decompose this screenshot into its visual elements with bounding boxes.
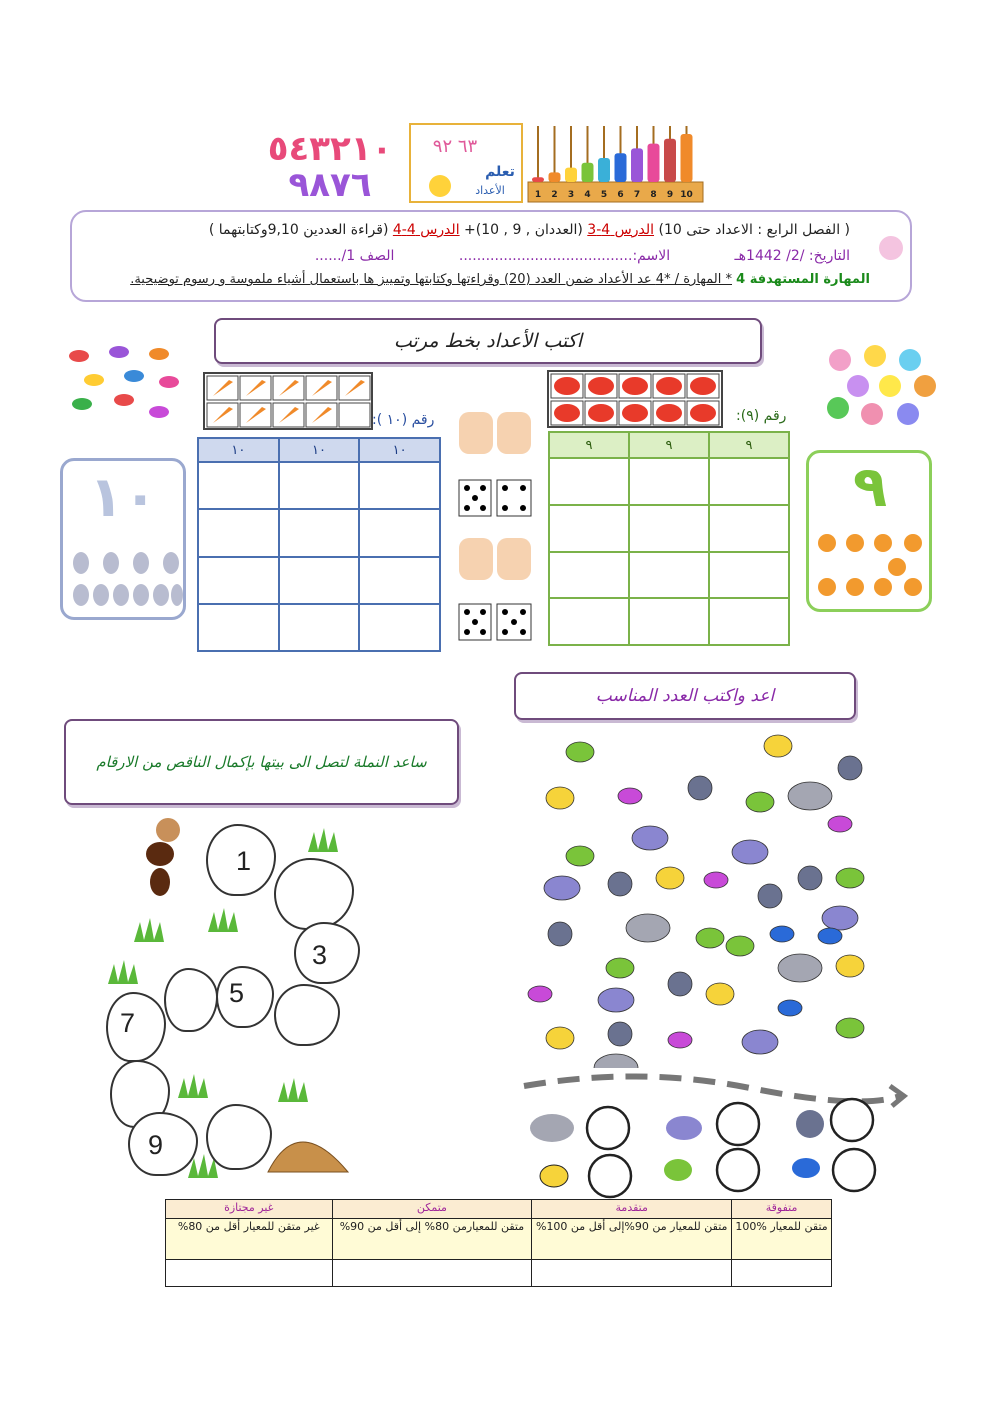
ten-fingers-icon <box>459 412 531 454</box>
bird-icon <box>668 1032 692 1048</box>
nine-header-2: ٩ <box>629 432 709 458</box>
answer-circle-hippo[interactable] <box>717 1103 759 1145</box>
writing-cell[interactable] <box>359 604 440 651</box>
number-ten-card <box>60 458 186 620</box>
writing-cell[interactable] <box>549 598 629 645</box>
section-ant-title: ساعد النملة لتصل الى بيتها بإكمال الناقص من الارقام <box>64 719 459 805</box>
writing-cell[interactable] <box>198 462 279 509</box>
star-decoration-icon <box>876 226 906 266</box>
bee-icon <box>706 983 734 1005</box>
frame-cell <box>339 403 370 427</box>
bird-icon <box>770 926 794 942</box>
fly-icon <box>688 776 712 800</box>
writing-cell[interactable] <box>279 557 360 604</box>
candies-icon <box>64 342 184 426</box>
header-line-1 <box>209 222 850 238</box>
banner-art <box>260 122 705 204</box>
writing-cell[interactable] <box>629 552 709 599</box>
writing-cell[interactable] <box>359 462 440 509</box>
writing-cell[interactable] <box>629 598 709 645</box>
bird-icon <box>528 986 552 1002</box>
elephant-icon <box>594 1054 638 1068</box>
bird-icon <box>778 1000 802 1016</box>
answer-circle-bee[interactable] <box>589 1155 631 1197</box>
nine-fingers-icon <box>459 538 531 580</box>
bee-icon <box>546 1027 574 1049</box>
abacus-beads <box>631 148 643 182</box>
hanging-digits: ٦٣ ٩٢ <box>432 136 478 157</box>
ten-header-1: ١٠ <box>198 438 279 462</box>
tomato-icon <box>622 377 648 395</box>
writing-cell[interactable] <box>709 552 789 599</box>
snail-icon <box>746 792 774 812</box>
hippo-icon <box>632 826 668 850</box>
snail-icon <box>566 846 594 866</box>
abacus-number: 1 <box>534 190 542 200</box>
writing-cell[interactable] <box>629 458 709 505</box>
stone-number-7: 7 <box>120 1008 136 1038</box>
elephant-icon <box>626 914 670 942</box>
abacus-beads <box>664 139 676 182</box>
hippo-icon <box>544 876 580 900</box>
abacus-beads <box>565 168 577 182</box>
stone-number-3: 3 <box>312 940 328 970</box>
snail-icon <box>836 1018 864 1038</box>
numbers-info: (العددان , 9 , 10)+ <box>464 222 583 238</box>
writing-cell[interactable] <box>359 557 440 604</box>
rubric-mark-cell[interactable] <box>332 1260 532 1287</box>
rubric-header-proficient: متمكن <box>332 1200 532 1219</box>
count-answers <box>520 1072 910 1202</box>
writing-cell[interactable] <box>549 552 629 599</box>
ten-writing-table <box>197 437 441 652</box>
snail-icon <box>726 936 754 956</box>
bee-icon <box>656 867 684 889</box>
writing-cell[interactable] <box>629 505 709 552</box>
abacus-number: 3 <box>567 190 575 200</box>
abacus-number: 4 <box>584 190 591 200</box>
rubric-header-advanced: متقدمة <box>532 1200 732 1219</box>
fly-icon <box>798 866 822 890</box>
tomato-ten-frame <box>547 370 723 428</box>
rubric-criteria-not-passed: غير متقن للمعيار أقل من 80% <box>166 1219 333 1260</box>
header-line-3 <box>130 272 870 287</box>
number-nine-card <box>806 450 932 612</box>
rubric-criteria-advanced: متقن للمعيار من 90%إلى أقل من 100% <box>532 1219 732 1260</box>
fly-icon <box>668 972 692 996</box>
rubric-mark-cell[interactable] <box>532 1260 732 1287</box>
writing-cell[interactable] <box>549 505 629 552</box>
learn-word: تعلم <box>485 164 515 180</box>
answer-circle-fly[interactable] <box>831 1099 873 1141</box>
answer-circle-snail[interactable] <box>717 1149 759 1191</box>
rubric-mark-cell[interactable] <box>732 1260 832 1287</box>
nine-header-3: ٩ <box>709 432 789 458</box>
lesson-header <box>70 210 912 302</box>
writing-cell[interactable] <box>198 557 279 604</box>
abacus-number: 8 <box>650 190 657 200</box>
writing-cell[interactable] <box>279 604 360 651</box>
rubric-criteria-excellent: متقن للمعيار %100 <box>732 1219 832 1260</box>
fly-icon <box>758 884 782 908</box>
banner-digits-top: ٥٤٣٢١٠ <box>267 129 393 169</box>
answer-circle-elephant[interactable] <box>587 1107 629 1149</box>
abacus-beads <box>598 158 610 182</box>
nine-writing-table <box>548 431 790 646</box>
bird-icon <box>618 788 642 804</box>
hippo-icon <box>742 1030 778 1054</box>
section-write-title: اكتب الأعداد بخط مرتب <box>214 318 762 364</box>
abacus-number: 6 <box>617 190 624 200</box>
big-nine-digit: ٩ <box>853 455 888 520</box>
header-line-2 <box>315 248 850 264</box>
writing-cell[interactable] <box>709 598 789 645</box>
writing-cell[interactable] <box>549 458 629 505</box>
fly-icon <box>608 1022 632 1046</box>
stone-number-1: 1 <box>236 846 252 876</box>
reading-info: (قراءة العددين 9,10وكتابتهما ) <box>208 222 389 238</box>
class-field: الصف 1/...... <box>314 248 395 264</box>
bird-icon <box>792 1158 820 1178</box>
abacus-beads <box>648 144 660 182</box>
skill-text: * المهارة / *4 عد الأعداد ضمن العدد (20) وقراءتها وكتابتها وتمييز ها باستعمال أشياء ملموسة و رسوم توضيحية. <box>130 272 732 287</box>
smiley-icon <box>429 175 451 197</box>
name-field: الاسم:....................................... <box>458 248 671 264</box>
abacus-beads <box>582 163 594 182</box>
snail-icon <box>836 868 864 888</box>
fly-icon <box>608 872 632 896</box>
writing-cell[interactable] <box>359 509 440 556</box>
abacus-number: 10 <box>680 190 693 200</box>
abacus-beads <box>549 172 561 182</box>
tomato-icon <box>588 377 614 395</box>
assessment-rubric <box>165 1199 832 1287</box>
dashed-path <box>524 1076 900 1101</box>
anthill-icon <box>268 1142 348 1172</box>
elephant-icon <box>778 954 822 982</box>
rubric-header-not-passed: غير مجتازة <box>166 1200 333 1219</box>
abacus-number: 2 <box>551 190 558 200</box>
answer-circle-bird[interactable] <box>833 1149 875 1191</box>
abacus-beads <box>681 134 693 182</box>
ten-header-3: ١٠ <box>359 438 440 462</box>
label-number-ten: رقم (١٠ ): <box>372 412 435 428</box>
tomato-icon <box>656 377 682 395</box>
animals-picture <box>520 728 900 1068</box>
stone-number-9: 9 <box>148 1130 164 1160</box>
writing-cell[interactable] <box>198 604 279 651</box>
nine-header-1: ٩ <box>549 432 629 458</box>
rabbits-icon <box>67 547 183 611</box>
unit-info: ( الفصل الرابع : الاعداد حتى 10) <box>658 222 850 238</box>
writing-cell[interactable] <box>279 509 360 556</box>
elephant-icon <box>530 1114 574 1142</box>
elephant-icon <box>788 782 832 810</box>
tomato-icon <box>690 404 716 422</box>
tomato-icon <box>554 377 580 395</box>
writing-cell[interactable] <box>198 509 279 556</box>
snail-icon <box>696 928 724 948</box>
snail-icon <box>606 958 634 978</box>
banner <box>260 122 705 204</box>
rubric-header-excellent: متفوقة <box>732 1200 832 1219</box>
numbers-word: الأعداد <box>475 184 505 197</box>
banner-digits-bottom: ٩٨٧٦ <box>288 165 372 204</box>
skill-label: المهارة المستهدفة 4 <box>736 272 870 287</box>
lesson-4-4: الدرس 4-4 <box>392 222 460 238</box>
bird-icon <box>704 872 728 888</box>
tomato-icon <box>622 404 648 422</box>
writing-cell[interactable] <box>709 458 789 505</box>
section-count-title: اعد واكتب العدد المناسب <box>514 672 856 720</box>
hippo-icon <box>666 1116 702 1140</box>
ant-path-area <box>98 812 368 1194</box>
snail-icon <box>566 742 594 762</box>
ten-header-2: ١٠ <box>279 438 360 462</box>
stone-number-5: 5 <box>229 978 245 1008</box>
dice-icon <box>459 604 531 640</box>
hippo-icon <box>598 988 634 1012</box>
bird-icon <box>818 928 842 944</box>
bee-icon <box>540 1165 568 1187</box>
fly-icon <box>796 1110 824 1138</box>
hippo-icon <box>822 906 858 930</box>
ant-icon <box>146 818 180 896</box>
writing-cell[interactable] <box>709 505 789 552</box>
fly-icon <box>838 756 862 780</box>
bee-icon <box>764 735 792 757</box>
carrot-ten-frame <box>203 372 373 430</box>
date-field: التاريخ: /2/ 1442هـ <box>734 248 850 264</box>
bee-icon <box>546 787 574 809</box>
tomato-icon <box>588 404 614 422</box>
writing-cell[interactable] <box>279 462 360 509</box>
hippo-icon <box>732 840 768 864</box>
rubric-mark-cell[interactable] <box>166 1260 333 1287</box>
tomato-icon <box>554 404 580 422</box>
tomato-icon <box>656 404 682 422</box>
tomato-icon <box>690 377 716 395</box>
bee-icon <box>836 955 864 977</box>
abacus-number: 5 <box>600 190 608 200</box>
fly-icon <box>548 922 572 946</box>
abacus-beads <box>532 177 544 182</box>
buttons-icon <box>820 342 945 432</box>
snail-icon <box>664 1159 692 1181</box>
rubric-criteria-proficient: متقن للمعيارمن 80% إلى أقل من 90% <box>332 1219 532 1260</box>
big-ten-digit: ١٠ <box>89 465 158 530</box>
abacus-number: 9 <box>666 190 674 200</box>
lesson-4-3: الدرس 4-3 <box>587 222 655 238</box>
abacus-number: 7 <box>633 190 641 200</box>
dice-icon <box>459 480 531 516</box>
hands-and-dice <box>455 408 537 648</box>
abacus-beads <box>615 153 627 182</box>
bird-icon <box>828 816 852 832</box>
label-number-nine: رقم (٩): <box>736 408 787 424</box>
butterflies-icon <box>813 529 929 609</box>
